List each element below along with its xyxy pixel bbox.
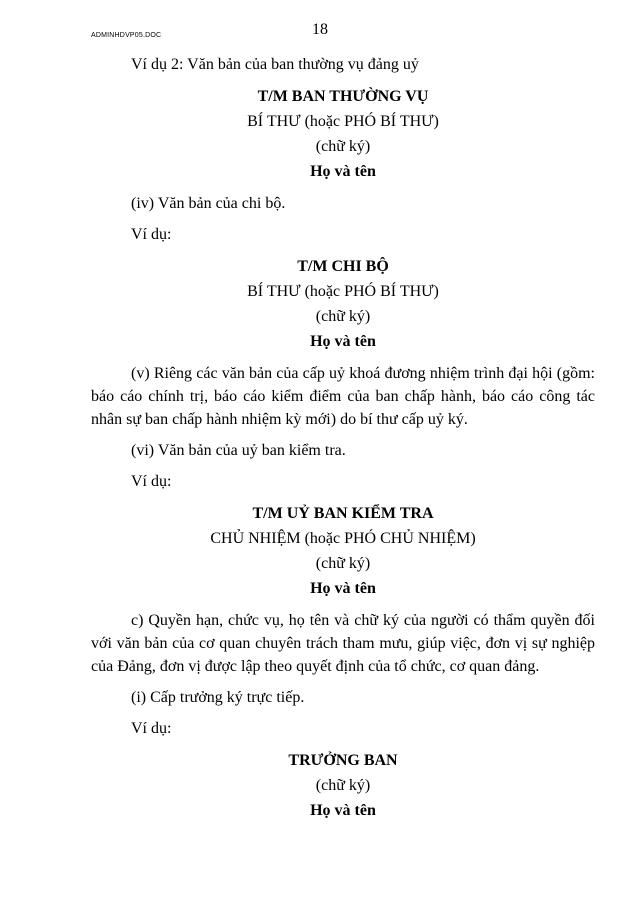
signature-block-chi-bo <box>91 254 595 354</box>
paragraph: Ví dụ: <box>131 473 172 490</box>
signature-block-truong-ban <box>91 748 595 823</box>
signature-placeholder: (chữ ký) <box>315 555 371 572</box>
signature-name: Họ và tên <box>310 333 376 350</box>
paragraph: (v) Riêng các văn bản của cấp uỷ khoá đương nhiệm trình đại hội (gồm: báo cáo chính trị, báo cáo kiểm điểm của ban chấp hành, báo cáo công tác nhân sự ban chấp hành nhiệm kỳ mới) do bí thư cấp uỷ ký. <box>91 365 595 428</box>
signature-position: CHỦ NHIỆM (hoặc PHÓ CHỦ NHIỆM) <box>210 530 476 547</box>
signature-name: Họ và tên <box>310 580 376 597</box>
signature-title: TRƯỞNG BAN <box>288 752 398 769</box>
signature-block-uy-ban-kiem-tra <box>91 501 595 601</box>
signature-placeholder: (chữ ký) <box>315 308 371 325</box>
signature-placeholder: (chữ ký) <box>315 138 371 155</box>
paragraph: Ví dụ: <box>131 226 172 243</box>
signature-title: T/M UỶ BAN KIỂM TRA <box>252 505 434 522</box>
signature-placeholder: (chữ ký) <box>315 777 371 794</box>
paragraph: Ví dụ 2: Văn bản của ban thường vụ đảng uỷ <box>131 56 419 73</box>
signature-name: Họ và tên <box>310 802 376 819</box>
signature-block-ban-thuong-vu <box>91 84 595 184</box>
signature-title: T/M BAN THƯỜNG VỤ <box>257 88 429 105</box>
paragraph: Ví dụ: <box>131 720 172 737</box>
file-name-header: ADMINHDVP05.DOC <box>91 32 162 39</box>
paragraph: c) Quyền hạn, chức vụ, họ tên và chữ ký của người có thẩm quyền đối với văn bản của cơ quan chuyên trách tham mưu, giúp việc, đơn vị sự nghiệp của Đảng, đơn vị được lập theo quyết định của tổ chức, cơ quan đảng. <box>91 612 595 675</box>
signature-position: BÍ THƯ (hoặc PHÓ BÍ THƯ) <box>247 283 439 300</box>
paragraph: (iv) Văn bản của chi bộ. <box>131 195 286 212</box>
document-body <box>91 53 595 831</box>
paragraph: (vi) Văn bản của uỷ ban kiểm tra. <box>131 442 346 459</box>
signature-position: BÍ THƯ (hoặc PHÓ BÍ THƯ) <box>247 113 439 130</box>
signature-name: Họ và tên <box>310 163 376 180</box>
signature-title: T/M CHI BỘ <box>297 258 389 275</box>
paragraph: (i) Cấp trưởng ký trực tiếp. <box>131 689 305 706</box>
page-number: 18 <box>312 21 328 38</box>
